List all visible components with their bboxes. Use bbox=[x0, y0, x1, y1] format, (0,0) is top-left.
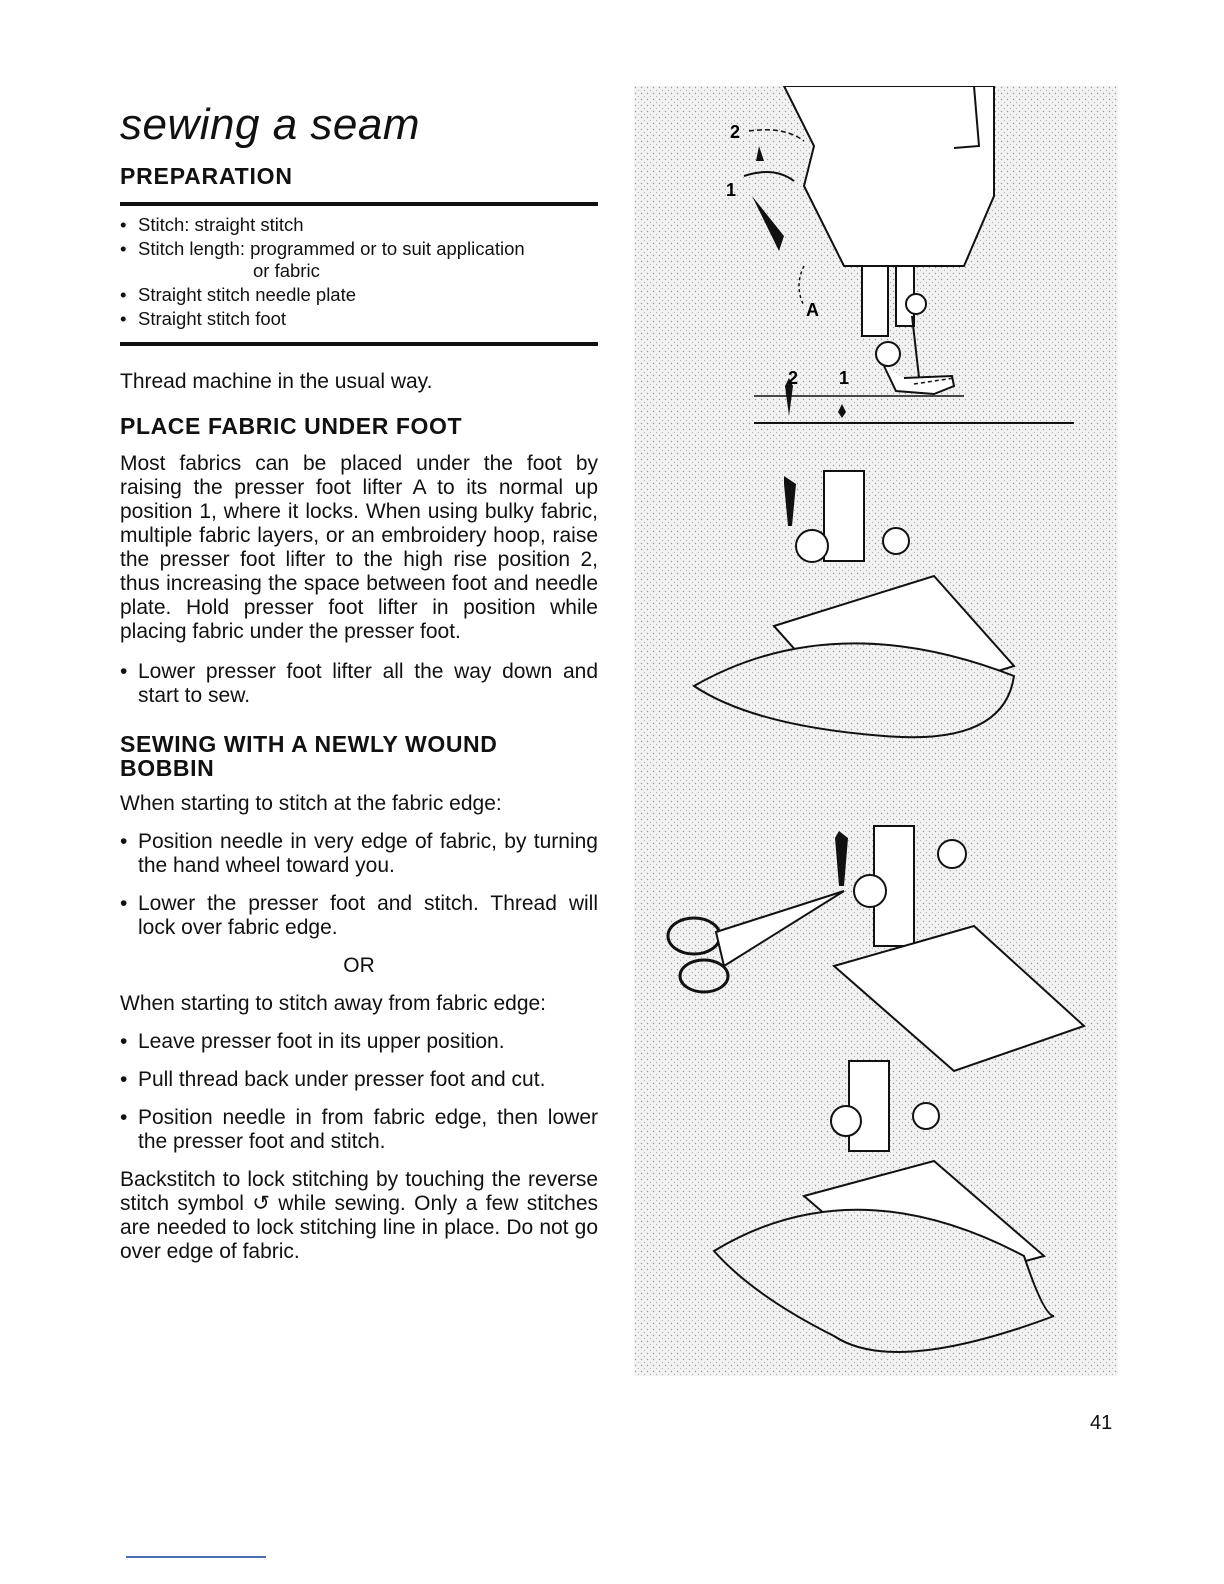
prep-item-length: • Stitch length: programmed or to suit application bbox=[120, 238, 598, 260]
page-number: 41 bbox=[1090, 1412, 1113, 1434]
foot-screw-3 bbox=[854, 875, 886, 907]
foot-screw bbox=[876, 342, 900, 366]
bobbin-bullet-pull: • Pull thread back under presser foot and cut. bbox=[120, 1068, 598, 1092]
lifter-label-a: A bbox=[806, 300, 819, 320]
foot-screw-2 bbox=[796, 530, 828, 562]
bottom-rule bbox=[120, 342, 598, 346]
preparation-list bbox=[120, 214, 598, 330]
or-separator: OR bbox=[343, 954, 375, 977]
gap-label-1: 1 bbox=[839, 368, 850, 388]
place-fabric-heading: PLACE FABRIC UNDER FOOT bbox=[120, 413, 463, 439]
illustrations bbox=[634, 86, 1118, 1376]
bobbin-bullet-leave: • Leave presser foot in its upper position. bbox=[120, 1030, 598, 1054]
needle-bar-4 bbox=[849, 1061, 889, 1151]
bobbin-heading: SEWING WITH A NEWLY WOUND BOBBIN bbox=[120, 731, 498, 781]
backstitch-paragraph: Backstitch to lock stitching by touching the reverse stitch symbol ↺ while sewing. Only a few stitches are needed to lock stitching line in place. Do not go over edge of fabric. bbox=[120, 1168, 598, 1263]
gap-label-2: 2 bbox=[788, 368, 799, 388]
prep-item-plate: • Straight stitch needle plate bbox=[120, 284, 598, 306]
bobbin-bullet-position: • Position needle in very edge of fabric, by turning the hand wheel toward you. bbox=[120, 830, 598, 878]
clamp-screw-3 bbox=[938, 840, 966, 868]
text-column bbox=[120, 100, 598, 1264]
needle-bar bbox=[862, 266, 888, 336]
preparation-heading: PREPARATION bbox=[120, 163, 293, 189]
bobbin-intro: When starting to stitch at the fabric edge: bbox=[120, 792, 502, 815]
footer-link-line bbox=[126, 1556, 266, 1558]
bobbin-bullet-needle: • Position needle in from fabric edge, then lower the presser foot and stitch. bbox=[120, 1106, 598, 1154]
lower-lifter-bullet: • Lower presser foot lifter all the way down and start to sew. bbox=[120, 660, 598, 708]
prep-item-length-cont: or fabric bbox=[253, 260, 320, 281]
lifter-label-1: 1 bbox=[726, 180, 737, 200]
prep-item-stitch: • Stitch: straight stitch bbox=[120, 214, 598, 236]
clamp-screw-4 bbox=[913, 1103, 939, 1129]
prep-item-foot: • Straight stitch foot bbox=[120, 308, 598, 330]
thread-instruction: Thread machine in the usual way. bbox=[120, 370, 433, 393]
clamp-screw-2 bbox=[883, 528, 909, 554]
top-rule bbox=[120, 202, 598, 206]
lifter-label-2: 2 bbox=[730, 122, 741, 142]
needle-bar-2 bbox=[824, 471, 864, 561]
page-title: sewing a seam bbox=[120, 100, 420, 149]
place-fabric-paragraph: Most fabrics can be placed under the foot by raising the presser foot lifter A to its normal up position 1, where it locks. When using bulky fabric, multiple fabric layers, or an embroidery hoop, raise the presser foot lifter to the high rise position 2, thus increasing the space between foot and needle plate. Hold presser foot lifter in position while placing fabric under the presser foot. bbox=[120, 452, 598, 643]
bobbin-intro-b: When starting to stitch away from fabric edge: bbox=[120, 992, 547, 1015]
needle-clamp-screw bbox=[906, 294, 926, 314]
bobbin-bullet-lower: • Lower the presser foot and stitch. Thread will lock over fabric edge. bbox=[120, 892, 598, 940]
foot-screw-4 bbox=[831, 1106, 861, 1136]
